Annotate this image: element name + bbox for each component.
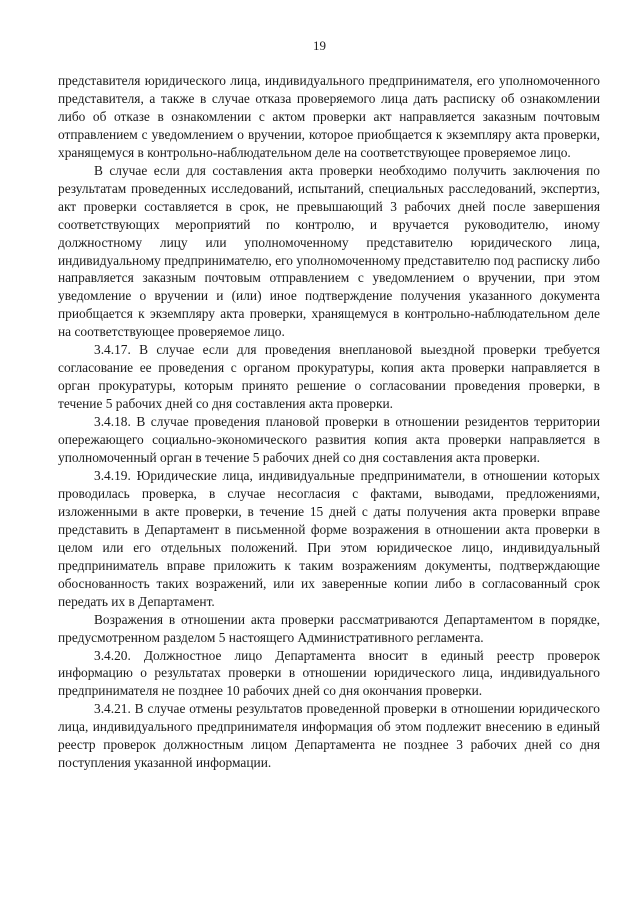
paragraph-3-4-19: 3.4.19. Юридические лица, индивидуальные предприниматели, в отношении которых проводилась проверка, в случае несогласия с фактами, выводами, предложениями, изложенными в акте проверки, в течение 15 дней с даты получения акта проверки вправе представить в Департамент в письменной форме возражения в отношении акта проверки в целом или его отдельных положений. При этом юридическое лицо, индивидуальный предприниматель вправе приложить к таким возражениям документы, подтверждающие обоснованность таких возражений, или их заверенные копии либо в согласованный срок передать их в Департамент.: [58, 467, 600, 609]
paragraph-3-4-20: 3.4.20. Должностное лицо Департамента вносит в единый реестр проверок информацию о результатах проверки в отношении юридического лица, индивидуального предпринимателя не позднее 10 рабочих дней со дня окончания проверки.: [58, 647, 600, 699]
paragraph-3-4-21: 3.4.21. В случае отмены результатов проведенной проверки в отношении юридического лица, индивидуального предпринимателя информация об этом подлежит внесению в единый реестр проверок должностным лицом Департамента не позднее 3 рабочих дней со дня поступления указанной информации.: [58, 701, 600, 771]
paragraph-3-4-17: 3.4.17. В случае если для проведения внеплановой выездной проверки требуется согласование ее проведения с органом прокуратуры, копия акта проверки направляется в орган прокуратуры, которым принято решение о согласовании проведения проверки, в течение 5 рабочих дней со дня составления акта проверки.: [58, 342, 600, 412]
paragraph-continuation: представителя юридического лица, индивидуального предпринимателя, его уполномоченного представителя, а также в случае отказа проверяемого лица дать расписку об ознакомлении либо об отказе в ознакомлении с актом проверки акт направляется заказным почтовым отправлением с уведомлением о вручении, которое приобщается к экземпляру акта проверки, хранящемуся в контрольно-наблюдательном деле на соответствующее проверяемое лицо.: [58, 73, 600, 160]
paragraph-conclusions: В случае если для составления акта проверки необходимо получить заключения по результатам проведенных исследований, испытаний, специальных расследований, экспертиз, акт проверки составляется в срок, не превышающий 3 рабочих дней после завершения соответствующих мероприятий по контролю, и вручается руководителю, иному должностному лицу или уполномоченному представителю юридического лица, индивидуальному предпринимателю, его уполномоченному представителю под расписку либо направляется заказным почтовым отправлением с уведомлением о вручении, при этом уведомление о вручении и (или) иное подтверждение получения указанного документа приобщается к экземпляру акта проверки, хранящемуся в контрольно-наблюдательном деле на соответствующее проверяемое лицо.: [58, 162, 600, 340]
paragraph-objections: Возражения в отношении акта проверки рассматриваются Департаментом в порядке, предусмотренном разделом 5 настоящего Административного регламента.: [58, 611, 600, 645]
page-number: 19: [313, 38, 326, 53]
paragraph-3-4-18: 3.4.18. В случае проведения плановой проверки в отношении резидентов территории опережающего социально-экономического развития копия акта проверки направляется в уполномоченный орган в течение 5 рабочих дней со дня составления акта проверки.: [58, 414, 600, 466]
document-body: [58, 72, 600, 772]
